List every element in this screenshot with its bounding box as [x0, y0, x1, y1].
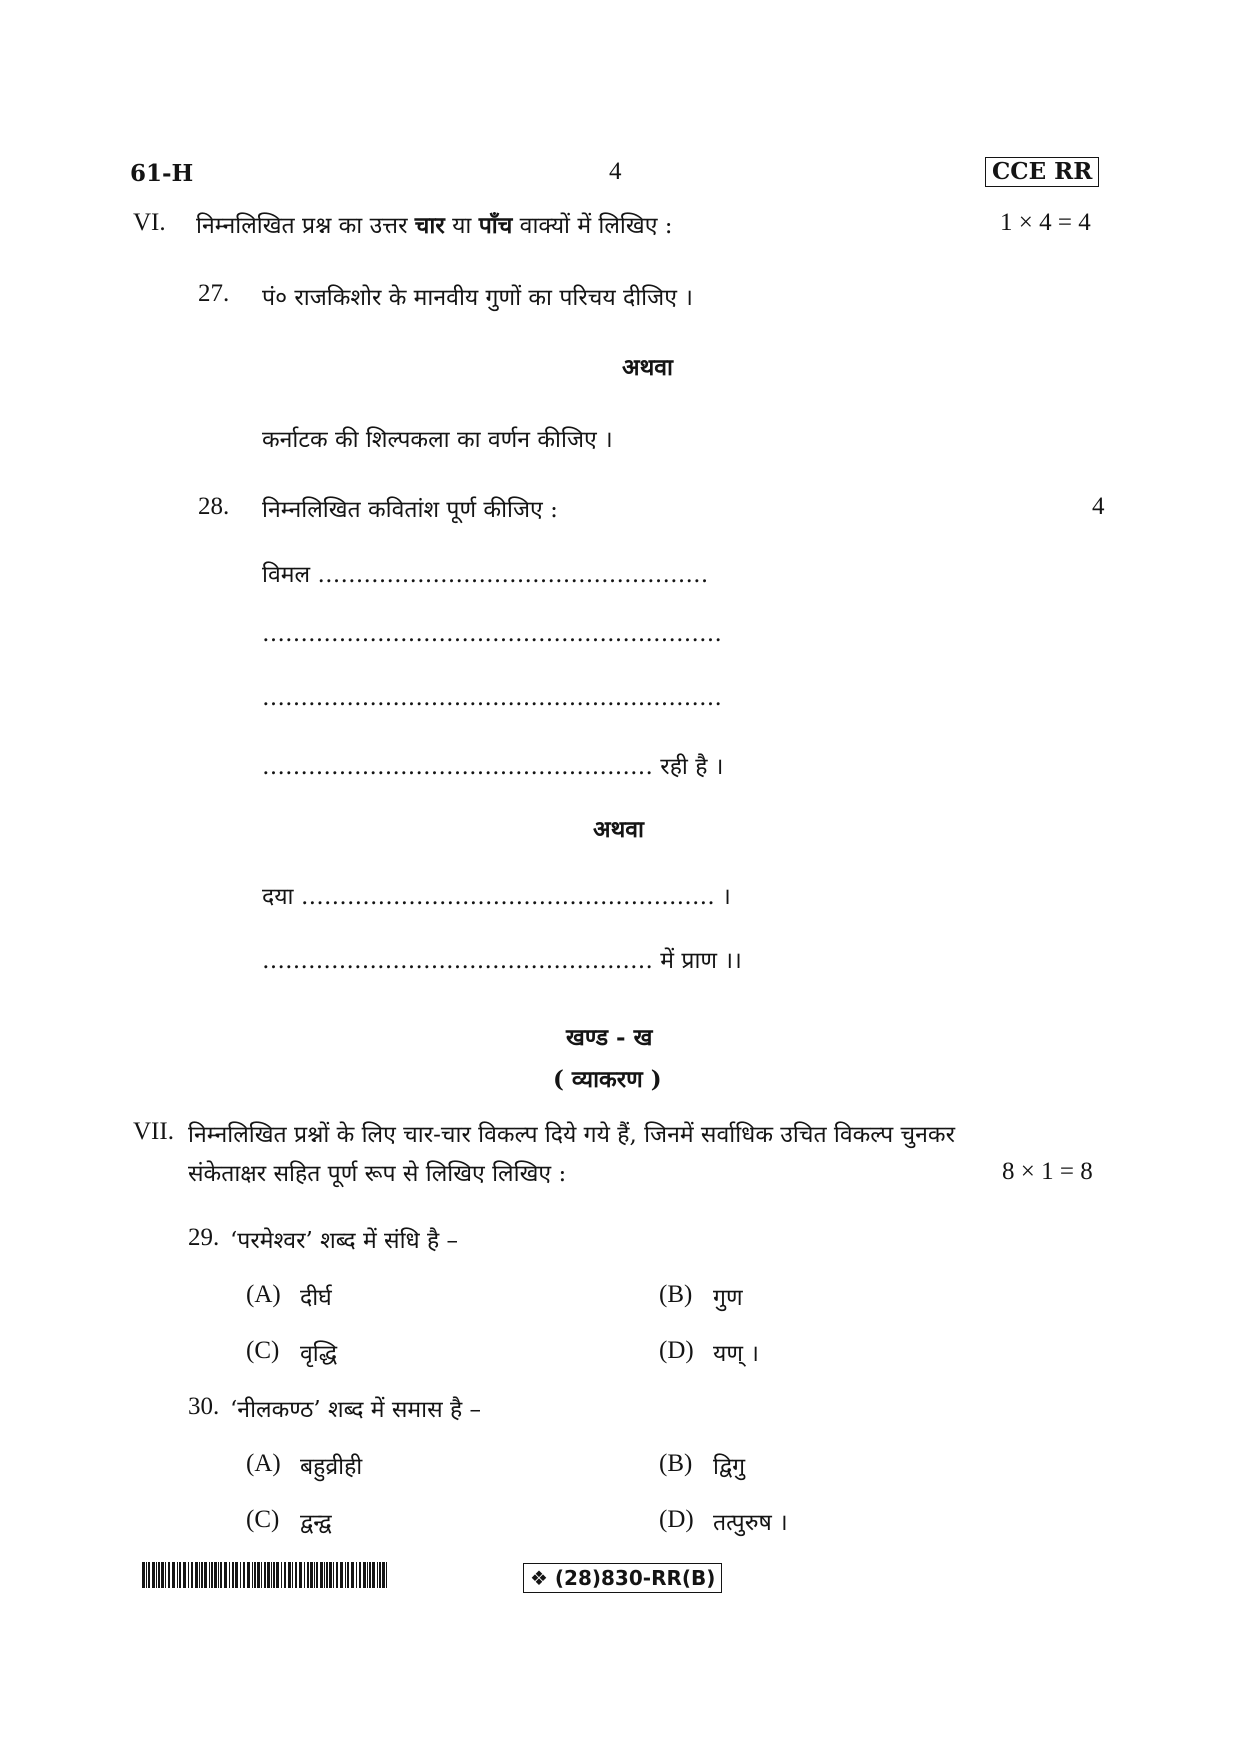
barcode-bar	[372, 1562, 375, 1588]
barcode-bar	[158, 1562, 160, 1588]
q30-option-b-label: (B)	[659, 1450, 693, 1477]
barcode-bar	[340, 1562, 343, 1588]
barcode-bar	[363, 1562, 366, 1588]
section-vi-marks: 1 × 4 = 4	[1000, 209, 1091, 236]
barcode-bar	[316, 1562, 318, 1588]
barcode	[142, 1562, 390, 1588]
q27-alt-text: कर्नाटक की शिल्पकला का वर्णन कीजिए ।	[262, 427, 613, 453]
barcode-bar	[224, 1562, 227, 1588]
series-badge: CCE RR	[985, 157, 1099, 187]
section-vii-instruction-line1: निम्नलिखित प्रश्नों के लिए चार-चार विकल्प दिये गये हैं, जिनमें सर्वाधिक उचित विकल्प चुनकर	[188, 1122, 955, 1148]
bold-word-char: चार	[414, 212, 445, 239]
barcode-bar	[218, 1562, 219, 1588]
barcode-bar	[201, 1562, 203, 1588]
barcode-bar	[183, 1562, 186, 1588]
section-vi-roman: VI.	[133, 209, 166, 236]
barcode-bar	[229, 1562, 230, 1588]
barcode-bar	[351, 1562, 354, 1588]
barcode-bar	[156, 1562, 157, 1588]
q30-text: ‘नीलकण्ठ’ शब्द में समास है –	[230, 1397, 481, 1423]
barcode-bar	[347, 1562, 349, 1588]
q29-option-a-text: दीर्घ	[300, 1285, 332, 1311]
barcode-bar	[295, 1562, 297, 1588]
barcode-bar	[152, 1562, 155, 1588]
section-vii-marks: 8 × 1 = 8	[1002, 1158, 1093, 1185]
barcode-bar	[326, 1562, 328, 1588]
barcode-bar	[209, 1562, 210, 1588]
barcode-bar	[142, 1562, 145, 1588]
barcode-bar	[310, 1562, 313, 1588]
q30-option-b-text: द्विगु	[713, 1454, 746, 1480]
barcode-bar	[367, 1562, 368, 1588]
poem-line-1: विमल ……………………………………………	[262, 562, 709, 588]
q29-option-c-label: (C)	[246, 1337, 280, 1364]
section-vii-instruction-line2: संकेताक्षर सहित पूर्ण रूप से लिखिए लिखिए :	[188, 1161, 567, 1187]
barcode-bar	[165, 1562, 166, 1588]
barcode-bar	[257, 1562, 260, 1588]
q30-option-a-label: (A)	[246, 1450, 281, 1477]
barcode-bar	[191, 1562, 193, 1588]
poem-alt-line-2: …………………………………………… में प्राण ।।	[262, 948, 742, 974]
section-vii-roman: VII.	[133, 1118, 174, 1145]
barcode-bar	[379, 1562, 381, 1588]
barcode-bar	[345, 1562, 346, 1588]
q30-option-d-text: तत्पुरुष ।	[713, 1510, 788, 1536]
bold-word-panch: पाँच	[478, 212, 513, 239]
barcode-bar	[261, 1562, 262, 1588]
q30-option-c-label: (C)	[246, 1506, 280, 1533]
barcode-bar	[314, 1562, 315, 1588]
q30-option-a-text: बहुव्रीही	[300, 1454, 363, 1480]
barcode-bar	[247, 1562, 250, 1588]
barcode-bar	[168, 1562, 170, 1588]
barcode-bar	[336, 1562, 338, 1588]
q29-option-d-text: यण् ।	[713, 1341, 759, 1367]
barcode-bar	[148, 1562, 150, 1588]
barcode-bar	[195, 1562, 198, 1588]
barcode-bar	[273, 1562, 275, 1588]
q29-number: 29.	[188, 1224, 220, 1251]
barcode-bar	[324, 1562, 325, 1588]
q30-option-d-label: (D)	[659, 1506, 694, 1533]
paper-code: 61-H	[130, 160, 194, 187]
barcode-bar	[386, 1562, 387, 1588]
barcode-bar	[146, 1562, 147, 1588]
poem-alt-line-1: दया ……………………………………………… ।	[262, 884, 731, 910]
section-vi-instruction: निम्नलिखित प्रश्न का उत्तर चार या पाँच वाक्यों में लिखिए :	[196, 212, 673, 239]
barcode-bar	[359, 1562, 361, 1588]
barcode-bar	[382, 1562, 385, 1588]
barcode-bar	[377, 1562, 378, 1588]
barcode-bar	[179, 1562, 181, 1588]
barcode-bar	[299, 1562, 302, 1588]
barcode-bar	[161, 1562, 164, 1588]
barcode-bar	[304, 1562, 305, 1588]
barcode-bar	[271, 1562, 272, 1588]
q28-text: निम्नलिखित कवितांश पूर्ण कीजिए :	[262, 497, 558, 523]
q28-number: 28.	[198, 493, 230, 520]
barcode-bar	[235, 1562, 238, 1588]
barcode-bar	[240, 1562, 241, 1588]
barcode-bar	[214, 1562, 217, 1588]
section-b-title: खण्ड - ख	[566, 1024, 653, 1051]
barcode-bar	[369, 1562, 371, 1588]
barcode-bar	[188, 1562, 189, 1588]
q29-option-b-label: (B)	[659, 1281, 693, 1308]
barcode-bar	[281, 1562, 282, 1588]
barcode-bar	[292, 1562, 293, 1588]
barcode-bar	[232, 1562, 234, 1588]
q29-option-d-label: (D)	[659, 1337, 694, 1364]
barcode-bar	[333, 1562, 334, 1588]
barcode-bar	[204, 1562, 207, 1588]
barcode-bar	[276, 1562, 279, 1588]
q27-text: पं० राजकिशोर के मानवीय गुणों का परिचय दीजिए ।	[262, 285, 693, 311]
barcode-bar	[252, 1562, 253, 1588]
barcode-bar	[211, 1562, 213, 1588]
section-b-subtitle: ( व्याकरण )	[553, 1066, 662, 1093]
barcode-bar	[254, 1562, 256, 1588]
q30-number: 30.	[188, 1393, 220, 1420]
q29-option-a-label: (A)	[246, 1281, 281, 1308]
q27-number: 27.	[198, 280, 230, 307]
q29-option-c-text: वृद्धि	[300, 1341, 338, 1367]
q27-or-label: अथवा	[622, 354, 674, 381]
page-number: 4	[609, 158, 622, 185]
barcode-bar	[172, 1562, 175, 1588]
barcode-bar	[307, 1562, 309, 1588]
poem-line-3: ……………………………………………………	[262, 685, 722, 711]
barcode-bar	[243, 1562, 245, 1588]
poem-line-2: ……………………………………………………	[262, 621, 722, 647]
q29-option-b-text: गुण	[713, 1285, 743, 1311]
q28-marks: 4	[1092, 493, 1105, 520]
q28-or-label: अथवा	[593, 816, 645, 843]
booklet-code: ❖ (28)830-RR(B)	[523, 1563, 722, 1593]
diamond-bullet-icon: ❖	[530, 1566, 548, 1590]
q30-option-c-text: द्वन्द्व	[300, 1510, 332, 1536]
q29-text: ‘परमेश्वर’ शब्द में संधि है –	[230, 1228, 459, 1254]
barcode-bar	[199, 1562, 200, 1588]
barcode-bar	[288, 1562, 291, 1588]
barcode-bar	[267, 1562, 270, 1588]
barcode-bar	[329, 1562, 332, 1588]
barcode-bar	[220, 1562, 222, 1588]
poem-line-4: …………………………………………… रही है ।	[262, 754, 724, 780]
barcode-bar	[356, 1562, 357, 1588]
barcode-bar	[177, 1562, 178, 1588]
barcode-bar	[320, 1562, 323, 1588]
barcode-bar	[264, 1562, 266, 1588]
barcode-bar	[284, 1562, 286, 1588]
